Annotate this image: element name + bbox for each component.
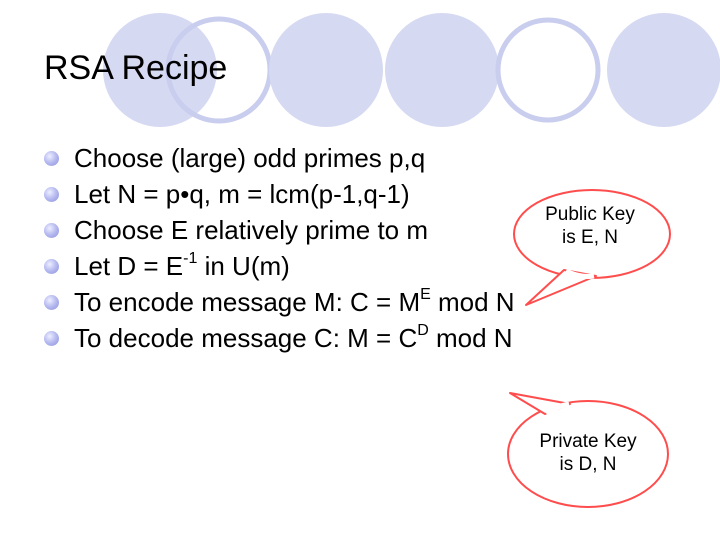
- bullet-text-tail: mod N: [428, 323, 513, 353]
- bullet-list: [42, 140, 515, 356]
- bullet-dot-icon: [44, 331, 59, 346]
- bullet-item: [42, 320, 515, 356]
- deco-circle-filled: [385, 13, 499, 127]
- bullet-text-tail: in U(m): [197, 251, 290, 281]
- callout-private-key: [512, 430, 664, 476]
- bullet-text: To decode message C: M = C: [74, 323, 418, 353]
- bullet-item: [42, 212, 515, 248]
- bullet-text: Choose E relatively prime to m: [74, 215, 429, 245]
- bullet-item: [42, 140, 515, 176]
- bullet-text: Choose (large) odd primes p,q: [74, 143, 426, 173]
- callout-line: is D, N: [559, 454, 617, 475]
- bullet-text: To encode message M: C = M: [74, 287, 421, 317]
- bullet-dot-icon: [44, 295, 59, 310]
- bullet-dot-icon: [44, 259, 59, 274]
- bullet-dot-icon: [44, 223, 59, 238]
- bullet-item: [42, 284, 515, 320]
- deco-circle-filled: [269, 13, 383, 127]
- bullet-item: [42, 248, 515, 284]
- bullet-superscript: D: [417, 322, 429, 340]
- deco-circle-filled: [607, 13, 720, 127]
- callout-public-key: [520, 203, 660, 249]
- deco-circle-outline: [498, 20, 598, 120]
- callout-line: Private Key: [539, 431, 637, 452]
- bullet-text: Let N = p•q, m = lcm(p-1,q-1): [74, 179, 410, 209]
- bullet-dot-icon: [44, 187, 59, 202]
- bullet-superscript: E: [420, 286, 431, 304]
- bullet-text-tail: mod N: [430, 287, 515, 317]
- bullet-superscript: -1: [183, 250, 198, 268]
- slide-title: RSA Recipe: [44, 49, 228, 87]
- callout-line: Public Key: [545, 204, 635, 225]
- callout-line: is E, N: [562, 227, 618, 248]
- bullet-dot-icon: [44, 151, 59, 166]
- bullet-text: Let D = E: [74, 251, 184, 281]
- bullet-item: [42, 176, 515, 212]
